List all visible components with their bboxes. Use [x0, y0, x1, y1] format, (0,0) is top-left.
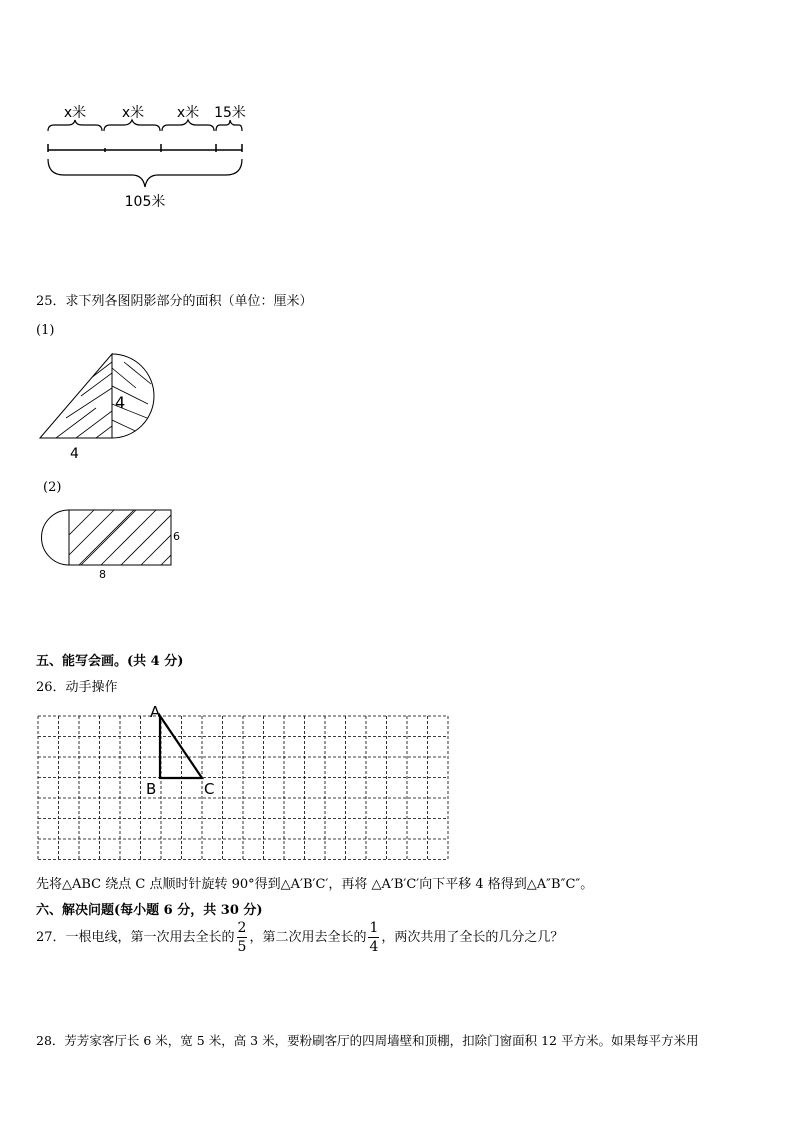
- fig2-dim-height: 6: [173, 530, 180, 543]
- point-b-label: B: [146, 780, 157, 798]
- q27-part1: 27．一根电线，第一次用去全长的: [36, 930, 235, 945]
- segment-label-2: x米: [121, 105, 145, 121]
- q27-part3: ，两次共用了全长的几分之几？: [381, 930, 564, 945]
- segment-label-3: x米: [176, 105, 200, 121]
- point-a-label: A: [150, 703, 161, 721]
- fig1-dim-side: 4: [115, 393, 126, 412]
- grid-figure: [36, 702, 456, 864]
- segment-label-1: x米: [63, 105, 87, 121]
- figure-1: [36, 348, 166, 468]
- section5-title: 五、能写会画。(共 4 分): [36, 654, 184, 669]
- fig1-triangle: [40, 354, 112, 438]
- q25-text: 25．求下列各图阴影部分的面积（单位：厘米）: [36, 294, 313, 309]
- q27-part2: ，第二次用去全长的: [249, 930, 367, 945]
- fig2-rectangle: [69, 510, 171, 565]
- top-brace-1: [48, 120, 102, 131]
- fraction-2-denominator: 4: [369, 939, 379, 955]
- q26-title: 26．动手操作: [36, 680, 118, 695]
- bottom-brace: [48, 159, 242, 187]
- line-segment-diagram: [40, 95, 260, 215]
- fraction-2-numerator: 1: [369, 920, 379, 936]
- q27-text: [36, 921, 563, 954]
- top-brace-2: [104, 120, 160, 131]
- top-brace-4: [216, 120, 242, 131]
- fig2-dim-width: 8: [99, 568, 106, 581]
- fraction-1: [237, 921, 248, 954]
- fraction-2: [368, 921, 379, 954]
- fraction-1-denominator: 5: [237, 939, 247, 955]
- triangle-abc: [160, 716, 202, 778]
- section6-title: 六、解决问题(每小题 6 分，共 30 分): [36, 903, 263, 918]
- q28-text: 28．芳芳家客厅长 6 米，宽 5 米，高 3 米，要粉刷客厅的四周墙壁和顶棚，扣除门窗面积 12 平方米。如果每平方米用: [36, 1033, 699, 1048]
- fig1-label: (1): [36, 323, 55, 338]
- fraction-1-numerator: 2: [237, 920, 247, 936]
- figure-2: [36, 505, 186, 585]
- top-brace-3: [162, 120, 214, 131]
- q26-instruction: 先将△ABC 绕点 C 点顺时针旋转 90°得到△A′B′C′，再将 △A′B′C′向下平移 4 格得到△A″B″C″。: [36, 877, 594, 892]
- fig2-label: (2): [43, 480, 62, 495]
- total-label: 105米: [124, 194, 166, 210]
- segment-label-4: 15米: [214, 105, 246, 121]
- fig1-dim-bottom: 4: [70, 446, 79, 462]
- dotted-grid: [38, 716, 448, 860]
- fig2-semicircle: [42, 510, 69, 565]
- point-c-label: C: [204, 780, 215, 798]
